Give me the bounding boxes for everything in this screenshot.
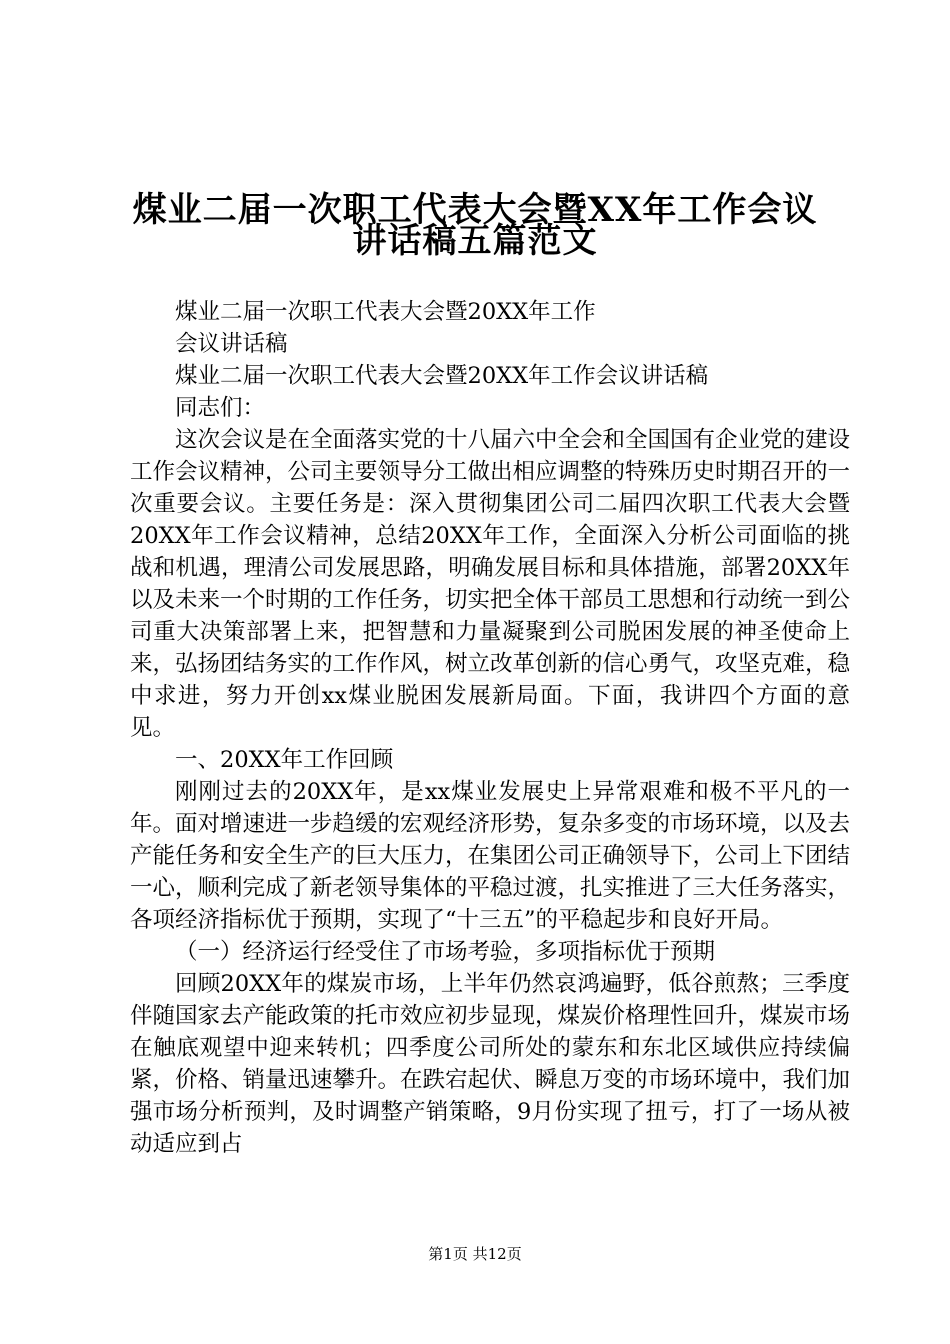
paragraph-salutation: 同志们： xyxy=(175,395,266,421)
document-title-line-1: 煤业二届一次职工代表大会暨XX年工作会议 xyxy=(132,190,818,230)
section-heading-1: 一、20XX年工作回顾 xyxy=(175,747,394,773)
paragraph-review: 刚刚过去的20XX年，是xx煤业发展史上异常艰难和极不平凡的一年。面对增速进一步趋缓的宏观经济形势，复杂多变的市场环境，以及去产能任务和安全生产的巨大压力，在集团公司正确领导下，公司上下团结一心，顺利完成了新老领导集体的平稳过渡，扎实推进了三大任务落实，各项经济指标优于预期，实现了“十三五”的平稳起步和良好开局。 xyxy=(130,779,851,933)
paragraph-market: 回顾20XX年的煤炭市场，上半年仍然哀鸿遍野，低谷煎熬；三季度伴随国家去产能政策的托市效应初步显现，煤炭价格理性回升，煤炭市场在触底观望中迎来转机；四季度公司所处的蒙东和东北区域供应持续偏紧，价格、销量迅速攀升。在跌宕起伏、瞬息万变的市场环境中，我们加强市场分析预判，及时调整产销策略，9月份实现了扭亏，打了一场从被动适应到占 xyxy=(130,971,851,1157)
paragraph-speech-title: 煤业二届一次职工代表大会暨20XX年工作会议讲话稿 xyxy=(175,363,709,389)
paragraph-subtitle-1: 煤业二届一次职工代表大会暨20XX年工作 xyxy=(175,299,596,325)
paragraph-subtitle-2: 会议讲话稿 xyxy=(175,331,288,357)
document-title-line-2: 讲话稿五篇范文 xyxy=(352,221,598,261)
document-body xyxy=(130,296,850,1160)
paragraph-intro: 这次会议是在全面落实党的十八届六中全会和全国国有企业党的建设工作会议精神，公司主要领导分工做出相应调整的特殊历史时期召开的一次重要会议。主要任务是：深入贯彻集团公司二届四次职工代表大会暨20XX年工作会议精神，总结20XX年工作，全面深入分析公司面临的挑战和机遇，理清公司发展思路，明确发展目标和具体措施，部署20XX年以及未来一个时期的工作任务，切实把全体干部员工思想和行动统一到公司重大决策部署上来，把智慧和力量凝聚到公司脱困发展的神圣使命上来，弘扬团结务实的工作作风，树立改革创新的信心勇气，攻坚克难，稳中求进，努力开创xx煤业脱困发展新局面。下面，我讲四个方面的意见。 xyxy=(130,427,851,741)
page-footer: 第1页 共12页 xyxy=(428,1245,522,1263)
subsection-heading-1: （一）经济运行经受住了市场考验，多项指标优于预期 xyxy=(175,939,716,965)
